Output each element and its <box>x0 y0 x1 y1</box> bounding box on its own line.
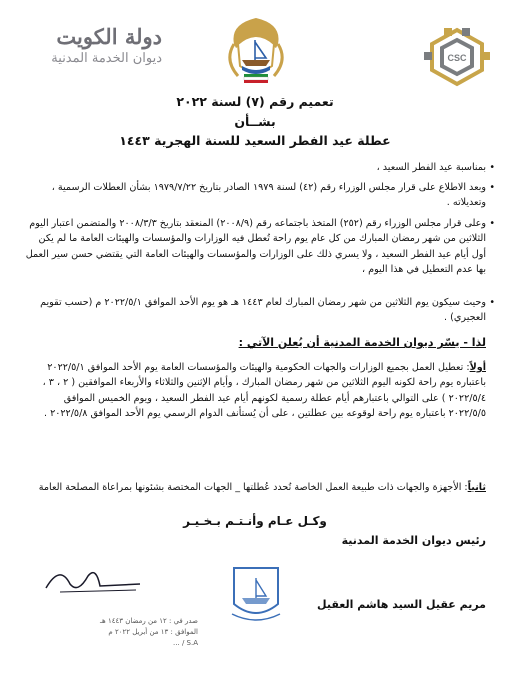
handwritten-signature <box>40 558 150 598</box>
paragraph-date-note: • وحيث سيكون يوم الثلاثين من شهر رمضان المبارك لعام ١٤٤٣ هـ هو يوم الأحد الموافق ٢٠٢٢/٥/١ م (حسب تقويم العجيري) . <box>24 295 486 326</box>
csc-badge-label: CSC <box>447 53 467 63</box>
issue-date-hijri: صدر في : ١٢ من رمضان ١٤٤٣ هـ <box>100 617 198 625</box>
first-clause <box>24 360 486 422</box>
state-name: دولة الكويت <box>56 24 162 49</box>
kuwait-emblem-icon <box>224 14 288 88</box>
paragraph-occasion: • بمناسبة عيد الفطر السعيد ، <box>24 160 486 175</box>
official-stamp-icon <box>228 560 284 626</box>
issue-reference: S.A / ... <box>173 639 198 647</box>
agency-name: ديوان الخدمة المدنية <box>51 51 162 66</box>
paragraph-reference-decision: • وبعد الاطلاع على قرار مجلس الوزراء رقم (٤٢) لسنة ١٩٧٩ الصادر بتاريخ ١٩٧٩/٧/٢٢ بشأن العطلات الرسمية ، وتعديلاته . <box>24 180 486 211</box>
csc-logo-icon <box>424 26 490 88</box>
regarding-label: بشــأن <box>234 114 276 129</box>
subject-title: عطلة عيد الفطر السعيد للسنة الهجرية ١٤٤٣ <box>119 133 391 148</box>
paragraph-cabinet-decision: • وعلى قرار مجلس الوزراء رقم (٢٥٢) المتخذ باجتماعه رقم (٢٠٠٨/٩) المنعقد بتاريخ ٢٠٠٨/٣/٣ والمتضمن اعتبار اليوم الثلاثين من شهر رمضان المبارك من كل عام يوم راحة تُعطل فيه الوزارات والمؤسسات والهيئات العامة ما لم يكن أول أيام عيد الفطر السعيد ، ولا يسري ذلك على الوزارات والمؤسسات والهيئات العامة التي يقتضي حسن سير العمل بها عدم التعطيل في هذا اليوم ، <box>24 216 486 278</box>
second-clause <box>24 480 486 495</box>
decision-header: لذا - يسّر ديوان الخدمة المدنية أن يُعلن الآتي : <box>238 336 486 349</box>
second-clause-text: : الأجهزة والجهات ذات طبيعة العمل الخاصة تُحدد عُطلتها _ الجهات المختصة بشئونها بمراعاة المصلحة العامة <box>38 482 468 493</box>
circular-number: تعميم رقم (٧) لسنة ٢٠٢٢ <box>176 94 334 109</box>
signatory-title: رئيس ديوان الخدمة المدنية <box>341 534 486 547</box>
issue-metadata <box>48 616 198 649</box>
second-clause-label: ثانياً <box>467 482 486 493</box>
closing-greeting: وكـل عـام وأنـتـم بـخـيـر <box>183 514 327 528</box>
agency-logo-text <box>32 24 162 68</box>
first-clause-text: : تعطيل العمل بجميع الوزارات والجهات الحكومية والهيئات والمؤسسات العامة يوم الأحد الموافق ٢٠٢٢/٥/١ باعتباره يوم راحة لكونه اليوم الثلاثين من شهر رمضان المبارك ، وأيام الإثنين والثلاثاء والأربعاء الموافقين ( ٢ ، ٣ ، ٢٠٢٢/٥/٤ ) على التوالي باعتبارهم أيام عطلة رسمية لكونهم أيام عيد الفطر السعيد ، ويوم الخميس الموافق ٢٠٢٢/٥/٥ باعتباره يوم راحة لوقوعه بين عطلتين ، على أن يُستأنف الدوام الرسمي يوم الأحد الموافق ٢٠٢٢/٥/٨ . <box>42 362 486 420</box>
issue-date-gregorian: الموافق : ١٣ من أبريل ٢٠٢٢ م <box>108 628 198 636</box>
signatory-name: مريم عقيل السيد هاشم العقيل <box>317 598 486 611</box>
first-clause-label: أولاً <box>469 362 486 373</box>
